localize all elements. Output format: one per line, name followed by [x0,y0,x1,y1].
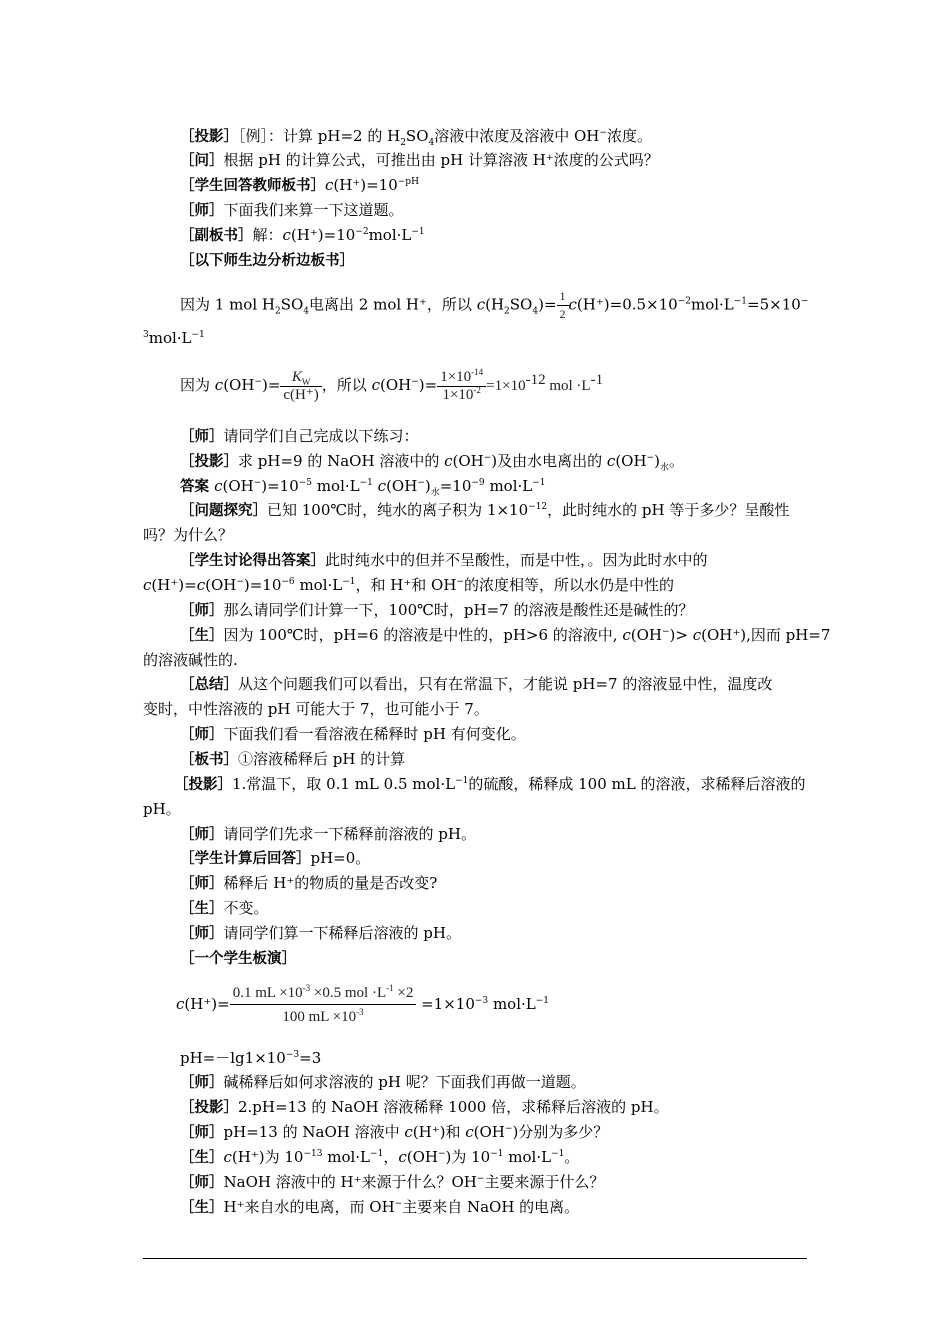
line-7: 因为 1 mol $H_2SO_4$电离出 2 mol H⁺，所以 $c(H_2SO_4)=$ $\frac{1}{2}$ $c(H^+)=0.5\times 10^{-2}mol\cdot L^{-1}=5\times 10^-$ [180,289,809,321]
line-13: ［问题探究］已知 100℃时，纯水的离子积为 $1\times 10^{-12}$，此时纯水的 pH 等于多少？呈酸性 [180,501,790,519]
line-24: ［投影］1.常温下，取 0.1 mL 0.5 $mol\cdot L^{-1}$的硫酸，稀释成 100 mL 的溶液，求稀释后溶液的 [174,775,806,793]
line-36: ［师］pH=13 的 NaOH 溶液中 c(H⁺)和 c(OH−)分别为多少？ [180,1123,609,1141]
fraction-kw: $\frac{K_W}{c(H^+)}$ [280,369,321,404]
line-14: 吗？为什么？ [143,526,234,544]
tag-projection: ［投影］ [180,129,238,145]
line-12: 答案 $c(OH^-)=10^{-5}$ $mol\cdot L^{-1}$ $c(OH^-)_水=10^{-9}$ $mol\cdot L^{-1}$ [180,477,546,498]
line-21: 变时，中性溶液的 pH 可能大于 7，也可能小于 7。 [143,700,489,718]
line-8: $^3mol\cdot L^{-1}$ [143,329,205,347]
line-32-formula: c(H⁺)= $\frac{0.1 mL \times 10^{-3} \times 0.5 mol \cdot L^{-1} \times 2}{100 mL \times 10^{-3}}$ $=1\times 10^{-3}$ $mol\cdot L^{-1}$ [176,982,550,1025]
line-19: 的溶液碱性的. [143,651,238,669]
line-25: pH。 [143,800,181,818]
line-39: ［生］H⁺来自水的电离，而 OH−主要来自 NaOH 的电离。 [180,1198,580,1216]
line-35: ［投影］2.pH=13 的 NaOH 溶液稀释 1000 倍，求稀释后溶液的 pH。 [180,1098,669,1116]
line-38: ［师］NaOH 溶液中的 H⁺来源于什么？OH−主要来源于什么？ [180,1173,605,1191]
fraction-dilution: $\frac{0.1 mL \times 10^{-3} \times 0.5 mol \cdot L^{-1} \times 2}{100 mL \times 10^{-3}}$ [230,985,417,1026]
line-27: ［学生计算后回答］pH=0。 [180,849,371,867]
line-2: ［问］根据 pH 的计算公式，可推出由 pH 计算溶液 H⁺浓度的公式吗？ [180,151,659,169]
line-17: ［师］那么请同学们计算一下，100℃时，pH=7 的溶液是酸性还是碱性的？ [180,601,694,619]
line-10: ［师］请同学们自己完成以下练习： [180,427,419,445]
line-18: ［生］因为 100℃时，pH=6 的溶液是中性的，pH>6 的溶液中, c(OH−)> c(OH⁺),因而 pH=7 [180,626,831,644]
line-30: ［师］请同学们算一下稀释后溶液的 pH。 [180,924,461,942]
line-16: $c(H^+)=c(OH^-)=10^{-6}$ $mol\cdot L^{-1}$，和 H⁺和 OH−的浓度相等，所以水仍是中性的 [143,576,674,594]
line-23: ［板书］①溶液稀释后 pH 的计算 [180,750,406,768]
line-4: ［师］下面我们来算一下这道题。 [180,201,404,219]
line-11: ［投影］求 pH=9 的 NaOH 溶液中的 c(OH−)及由水电离出的 $c(OH^-)_水$。 [180,452,684,473]
line-33: $pH=-\lg 1\times 10^{-3}=3$ [180,1049,322,1067]
line-3: ［学生回答教师板书$]c(H^+)=10^{-pH}$ [180,176,419,194]
line-15: ［学生讨论得出答案］此时纯水中的但并不呈酸性，而是中性，。因为此时水中的 [180,551,708,569]
line-5: ［副板书］解：$c(H^+)=10^{-2}mol\cdot L^{-1}$ [180,226,425,244]
fraction-one-half: $\frac{1}{2}$ [557,288,569,323]
line-9-formula: 因为 c(OH−)= $\frac{K_W}{c(H^+)}$ ，所以 c(OH−)= $\frac{1\times 10^{-14}}{1\times 10^{-2}}$ $=1\times 10^{-12}$ mol $\cdot L^{-1}$ [180,366,604,403]
footer-rule [143,1258,807,1259]
line-29: ［生］不变。 [180,899,269,917]
line-34: ［师］碱稀释后如何求溶液的 pH 呢？下面我们再做一道题。 [180,1073,586,1091]
line-1: ［投影］［例］：计算 pH=2 的 $H_2SO_4$溶液中浓度及溶液中 OH−浓度。 [180,127,652,148]
line-6: ［以下师生边分析边板书］ [180,253,354,269]
line-31: ［一个学生板演］ [180,951,296,967]
line-22: ［师］下面我们看一看溶液在稀释时 pH 有何变化。 [180,725,526,743]
line-20: ［总结］从这个问题我们可以看出，只有在常温下，才能说 pH=7 的溶液显中性，温度改 [180,675,773,693]
line-28: ［师］稀释后 H⁺的物质的量是否改变? [180,874,438,892]
line-37: ［生］c(H⁺)为 $10^{-13}$ $mol\cdot L^{-1}$，c(OH−)为 $10^{-1}$ $mol\cdot L^{-1}$。 [180,1148,580,1166]
line-26: ［师］请同学们先求一下稀释前溶液的 pH。 [180,825,476,843]
fraction-concentration: $\frac{1\times 10^{-14}}{1\times 10^{-2}}$ [437,369,486,404]
